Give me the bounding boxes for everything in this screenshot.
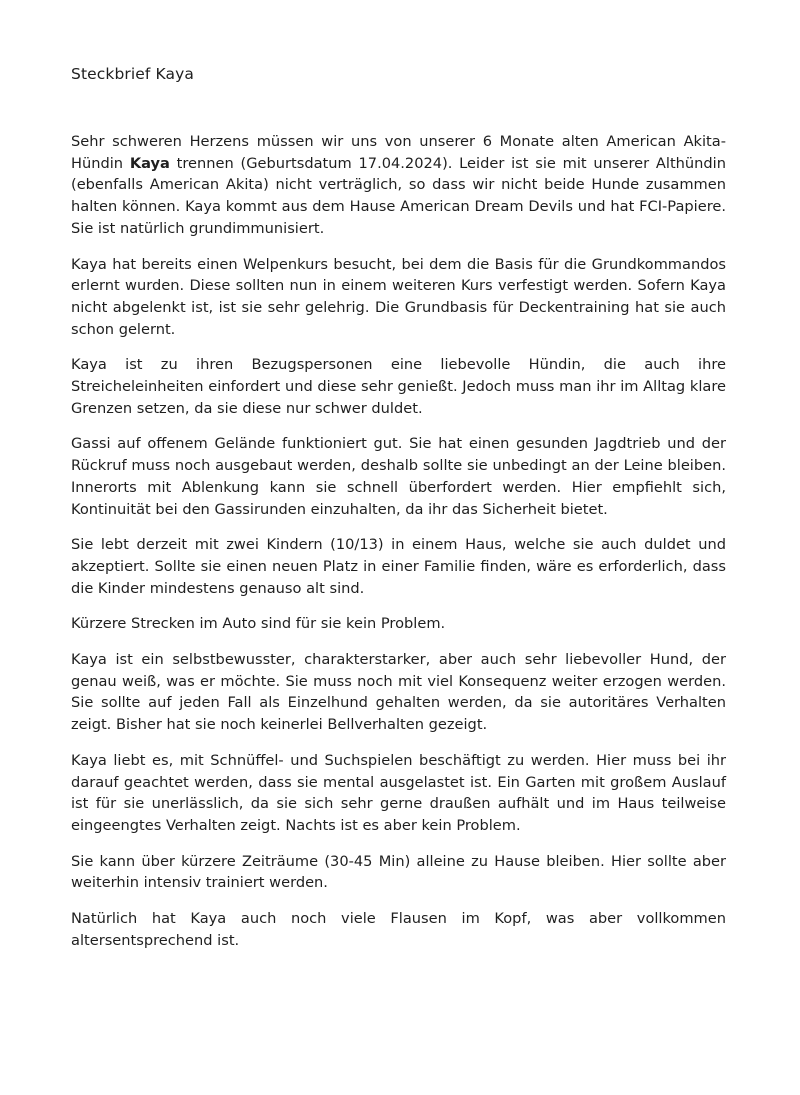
paragraph-activities: Kaya liebt es, mit Schnüffel- und Suchspielen beschäftigt zu werden. Hier muss bei ihr darauf geachtet werden, dass sie mental ausgelastet ist. Ein Garten mit großem Auslauf ist für sie unerlässlich, da sie sich sehr gerne draußen aufhält und im Haus teilweise eingeengtes Verhalten zeigt. Nachts ist es aber kein Problem. — [71, 751, 726, 834]
paragraph-character: Kaya ist zu ihren Bezugspersonen eine liebevolle Hündin, die auch ihre Streicheleinheiten einfordert und diese sehr genießt. Jedoch muss man ihr im Alltag klare Grenzen setzen, da sie diese nur schwer duldet. — [71, 356, 726, 417]
paragraph-walks: Gassi auf offenem Gelände funktioniert gut. Sie hat einen gesunden Jagdtrieb und der Rückruf muss noch ausgebaut werden, deshalb sollte sie unbedingt an der Leine bleiben. Innerorts mit Ablenkung kann sie schnell überfordert werden. Hier empfiehlt sich, Kontinuität bei den Gassirunden einzuhalten, da ihr das Sicherheit bietet. — [71, 435, 726, 518]
paragraph-car: Kürzere Strecken im Auto sind für sie kein Problem. — [71, 615, 446, 633]
paragraph-training: Kaya hat bereits einen Welpenkurs besucht, bei dem die Basis für die Grundkommandos erlernt wurden. Diese sollten nun in einem weiteren Kurs verfestigt werden. Sofern Kaya nicht abgelenkt ist, ist sie sehr gelehrig. Die Grundbasis für Deckentraining hat sie auch schon gelernt. — [71, 255, 726, 338]
paragraph-closing: Natürlich hat Kaya auch noch viele Flausen im Kopf, was aber vollkommen altersentsprechend ist. — [71, 910, 726, 949]
document-body — [71, 131, 726, 966]
paragraph-family: Sie lebt derzeit mit zwei Kindern (10/13) in einem Haus, welche sie auch duldet und akzeptiert. Sollte sie einen neuen Platz in einer Familie finden, wäre es erforderlich, dass die Kinder mindestens genauso alt sind. — [71, 536, 726, 597]
paragraph-text: Sehr schweren Herzens müssen wir uns von unserer 6 Monate alten American Akita-Hündin — [71, 133, 726, 172]
paragraph-alone-time: Sie kann über kürzere Zeiträume (30-45 Min) alleine zu Hause bleiben. Hier sollte aber weiterhin intensiv trainiert werden. — [71, 852, 726, 892]
dog-name-bold: Kaya — [129, 154, 170, 172]
paragraph-text: trennen (Geburtsdatum 17.04.2024). Leider ist sie mit unserer Althündin (ebenfalls American Akita) nicht verträglich, so dass wir nicht beide Hunde zusammen halten können. Kaya kommt aus dem Hause American Dream Devils und hat FCI-Papiere. Sie ist natürlich grundimmunisiert. — [71, 154, 726, 237]
document-title: Steckbrief Kaya — [71, 65, 194, 83]
paragraph-intro — [71, 131, 726, 240]
paragraph-personality: Kaya ist ein selbstbewusster, charakterstarker, aber auch sehr liebevoller Hund, der genau weiß, was er möchte. Sie muss noch mit viel Konsequenz weiter erzogen werden. Sie sollte auf jeden Fall als Einzelhund gehalten werden, da sie autoritäres Verhalten zeigt. Bisher hat sie noch keinerlei Bellverhalten gezeigt. — [71, 651, 726, 734]
